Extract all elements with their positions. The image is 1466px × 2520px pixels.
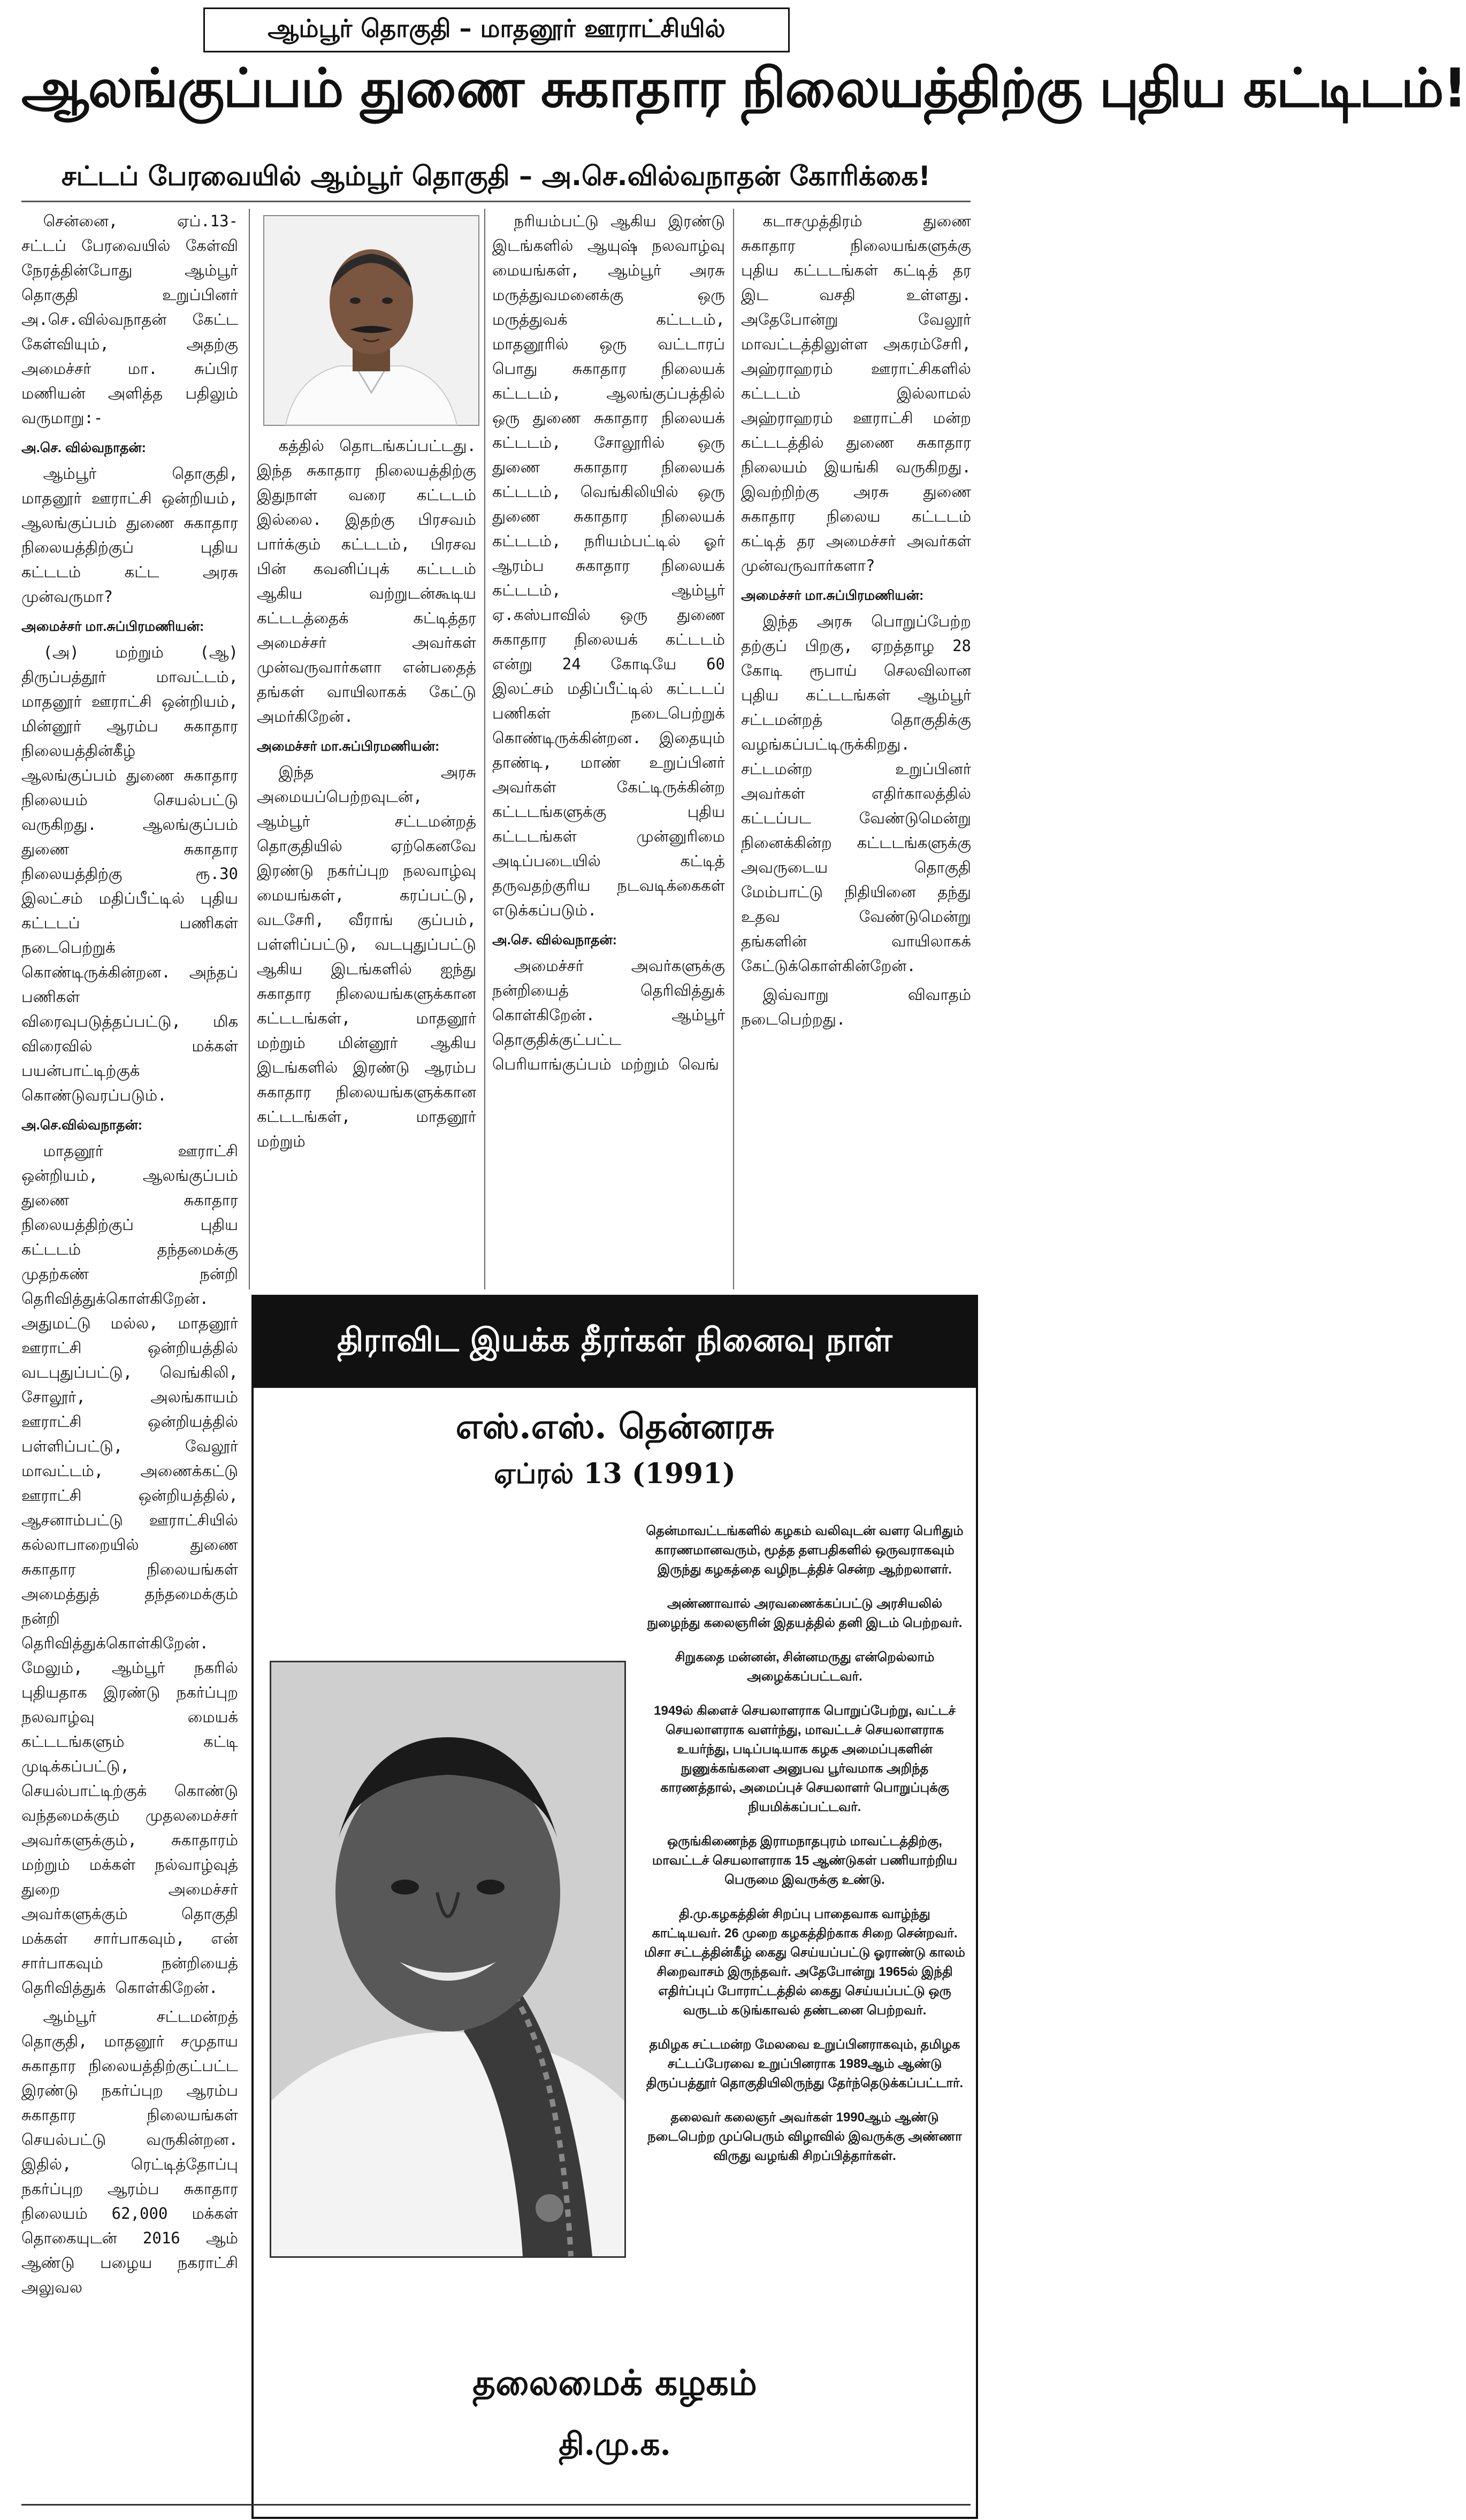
biography-paragraph: ஒருங்கிணைந்த இராமநாதபுரம் மாவட்டத்திற்கு, மாவட்டச் செயலாளராக 15 ஆண்டுகள் பணியாற்றிய பெருமை இவருக்கு உண்டு. — [652, 1834, 958, 1887]
paragraph: இந்த அரசு அமையப்பெற்றவுடன், ஆம்பூர் சட்டமன்றத் தொகுதியில் ஏற்கெனவே இரண்டு நகர்ப்புற நலவாழ்வு மையங்கள், கரப்பட்டு, வடசேரி, வீராங் குப்பம், பள்ளிப்பட்டு, வடபுதுப்பட்டு ஆகிய இடங்களில் ஐந்து சுகாதார நிலையங்களுக்கான கட்டடங்கள், மாதனூர் மற்றும் மின்னூர் ஆகிய இடங்களில் இரண்டு ஆரம்ப சுகாதார நிலையங்களுக்கான கட்டடங்கள், மாதனூர் மற்றும் — [257, 763, 476, 1150]
header-divider — [21, 201, 971, 202]
speaker-label: அமைச்சர் மா.சுப்பிரமணியன்: — [21, 619, 204, 634]
biography-paragraph: தமிழக சட்டமன்ற மேலவை உறுப்பினராகவும், தமிழக சட்டப்பேரவை உறுப்பினராக 1989ஆம் ஆண்டு திருப்பத்தூர் தொகுதியிலிருந்து தேர்ந்தெடுக்கப்பட்டார். — [646, 2037, 964, 2090]
column-divider — [249, 209, 250, 1289]
speaker-label: அமைச்சர் மா.சுப்பிரமணியன்: — [741, 588, 924, 603]
speaker-label: அமைச்சர் மா.சுப்பிரமணியன்: — [257, 739, 440, 754]
memorial-date: ஏப்ரல் 13 (1991) — [494, 1457, 736, 1490]
subheadline: சட்டப் பேரவையில் ஆம்பூர் தொகுதி – அ.செ.வில்வநாதன் கோரிக்கை! — [61, 161, 931, 192]
paragraph: இவ்வாறு விவாதம் நடைபெற்றது. — [741, 986, 971, 1028]
honoree-name: எஸ்.எஸ். தென்னரசு — [455, 1407, 774, 1447]
paragraph: அமைச்சர் அவர்களுக்கு நன்றியைத் தெரிவித்துக் கொள்கிறேன். ஆம்பூர் தொகுதிக்குட்பட்ட பெரியாங்குப்பம் மற்றும் வெங் — [492, 957, 725, 1073]
speaker-label: அ.செ.வில்வநாதன்: — [21, 1118, 143, 1133]
biography-paragraph: தி.மு.கழகத்தின் சிறப்பு பாதைவாக வாழ்ந்து காட்டியவர். 26 முறை கழகத்திற்காக சிறை சென்றவர். மிசா சட்டத்தின்கீழ் கைது செய்யப்பட்டு ஓராண்டு காலம் சிறைவாசம் இருந்தவர். அதேபோன்று 1965ல் இந்தி எதிர்ப்புப் போராட்டத்தில் கைது செய்யப்பட்டு ஒரு வருடம் கடுங்காவல் தண்டனை பெற்றவர். — [644, 1907, 965, 2018]
paragraph: இந்த அரசு பொறுப்பேற்ற தற்குப் பிறகு, ஏறத்தாழ 28 கோடி ரூபாய் செலவிலான புதிய கட்டடங்கள் ஆம்பூர் சட்டமன்றத் தொகுதிக்கு வழங்கப்பட்டிருக்கிறது. சட்டமன்ற உறுப்பினர் அவர்கள் எதிர்காலத்தில் கட்டப்பட வேண்டுமென்று நினைக்கின்ற கட்டடங்களுக்கு அவருடைய தொகுதி மேம்பாட்டு நிதியினை தந்து உதவ வேண்டுமென்று தங்களின் வாயிலாகக் கேட்டுக்கொள்கின்றேன். — [741, 612, 971, 975]
paragraph: (அ) மற்றும் (ஆ) திருப்பத்தூர் மாவட்டம், மாதனூர் ஊராட்சி ஒன்றியம், மின்னூர் ஆரம்ப சுகாதார நிலையத்தின்கீழ் ஆலங்குப்பம் துணை சுகாதார நிலையம் செயல்பட்டு வருகிறது. ஆலங்குப்பம் துணை சுகாதார நிலையத்திற்கு ரூ.30 இலட்சம் மதிப்பீட்டில் புதிய கட்டடப் பணிகள் நடைபெற்றுக் கொண்டிருக்கின்றன. அந்தப் பணிகள் விரைவுபடுத்தப்பட்டு, மிக விரைவில் மக்கள் பயன்பாட்டிற்குக் கொண்டுவரப்படும். — [21, 643, 238, 1104]
speaker-label: அ.செ. வில்வநாதன்: — [492, 933, 617, 948]
biography-paragraph: 1949ல் கிளைச் செயலாளராக பொறுப்பேற்று, வட்டச் செயலாளராக வளர்ந்து, மாவட்டச் செயலாளராக உயர்ந்து, படிப்படியாக கழக அமைப்புகளின் நுணுக்கங்களை அனுபவ பூர்வமாக அறிந்த காரணத்தால், அமைப்புச் செயலாளர் பொறுப்புக்கு நியமிக்கப்பட்டவர். — [654, 1704, 956, 1814]
signature-line-1: தலைமைக் கழகம் — [472, 2362, 757, 2403]
paragraph: கடாசமுத்திரம் துணை சுகாதார நிலையங்களுக்கு புதிய கட்டடங்கள் கட்டித் தர இட வசதி உள்ளது. அதேபோன்று வேலூர் மாவட்டத்திலுள்ள அகரம்சேரி, அஹ்ராஹரம் ஊராட்சிகளில் கட்டடம் இல்லாமல் அஹ்ராஹரம் ஊராட்சி மன்ற கட்டடத்தில் துணை சுகாதார நிலையம் இயங்கி வருகிறது. இவற்றிற்கு அரசு துணை சுகாதார நிலைய கட்டடம் கட்டித் தர அமைச்சர் அவர்கள் முன்வருவார்களா? — [741, 212, 971, 575]
paragraph: கத்தில் தொடங்கப்பட்டது. இந்த சுகாதார நிலையத்திற்கு இதுநாள் வரை கட்டடம் இல்லை. இதற்கு பிரசவம் பார்க்கும் கட்டடம், பிரசவ பின் கவனிப்புக் கட்டடம் ஆகிய வற்றுடன்கூடிய கட்டடத்தைக் கட்டித்தர அமைச்சர் அவர்கள் முன்வருவார்களா என்பதைத் தங்கள் வாயிலாகக் கேட்டு அமர்கிறேன். — [257, 437, 476, 726]
biography-paragraph: அண்ணாவால் அரவணைக்கப்பட்டு அரசியலில் நுழைந்து கலைஞரின் இதயத்தில் தனி இடம் பெற்றவர். — [647, 1597, 963, 1630]
article-column-4 — [741, 209, 971, 1289]
paragraph: நரியம்பட்டு ஆகிய இரண்டு இடங்களில் ஆயுஷ் நலவாழ்வு மையங்கள், ஆம்பூர் அரசு மருத்துவமனைக்கு ஒரு மருத்துவக் கட்டடம், மாதனூரில் ஒரு வட்டாரப் பொது சுகாதார நிலையக் கட்டடம், ஆலங்குப்பத்தில் ஒரு துணை சுகாதார நிலையக் கட்டடம், சோலூரில் ஒரு துணை சுகாதார நிலையக் கட்டடம், வெங்கிலியில் ஒரு துணை சுகாதார நிலையக் கட்டடம், நரியம்பட்டில் ஓர் ஆரம்ப சுகாதார நிலையக் கட்டடம், ஆம்பூர் ஏ.கஸ்பாவில் ஒரு துணை சுகாதார நிலையக் கட்டடம் என்று 24 கோடியே 60 இலட்சம் மதிப்பீட்டில் கட்டடப் பணிகள் நடைபெற்றுக் கொண்டிருக்கின்றன. இதையும் தாண்டி, மாண் உறுப்பினர் அவர்கள் கேட்டிருக்கின்ற கட்டடங்களுக்கு புதிய கட்டடங்கள் முன்னுரிமை அடிப்படையில் கட்டித் தருவதற்குரிய நடவடிக்கைகள் எடுக்கப்படும். — [492, 212, 725, 919]
speaker-label: அ.செ. வில்வநாதன்: — [21, 440, 146, 455]
memorial-banner: திராவிட இயக்க தீரர்கள் நினைவு நாள் — [254, 1297, 976, 1388]
article-column-1 — [21, 209, 238, 2499]
paragraph: ஆம்பூர் தொகுதி, மாதனூர் ஊராட்சி ஒன்றியம், ஆலங்குப்பம் துணை சுகாதார நிலையத்திற்குப் புதிய கட்டடம் கட்ட அரசு முன்வருமா? — [21, 464, 238, 606]
column-divider — [484, 209, 485, 1289]
biography-paragraph: தென்மாவட்டங்களில் கழகம் வலிவுடன் வளர பெரிதும் காரணமானவரும், மூத்த தளபதிகளில் ஒருவராகவும் இருந்து கழகத்தை வழிநடத்திச் சென்ற ஆற்றலாளர். — [646, 1524, 964, 1577]
memorial-notice-box — [251, 1295, 978, 2519]
biography-paragraph: சிறுகதை மன்னன், சின்னமருது என்றெல்லாம் அழைக்கப்பட்டவர். — [675, 1650, 935, 1684]
article-column-2 — [257, 433, 476, 1289]
column-divider — [733, 209, 734, 1289]
paragraph: மாதனூர் ஊராட்சி ஒன்றியம், ஆலங்குப்பம் துணை சுகாதார நிலையத்திற்குப் புதிய கட்டடம் தந்தமைக்கு முதற்கண் நன்றி தெரிவித்துக்கொள்கிறேன். அதுமட்டு மல்ல, மாதனூர் ஊராட்சி ஒன்றியத்தில் வடபுதுப்பட்டு, வெங்கிலி, சோலூர், அலங்காயம் ஊராட்சி ஒன்றியத்தில் பள்ளிப்பட்டு, வேலூர் மாவட்டம், அணைக்கட்டு ஊராட்சி ஒன்றியத்தில், ஆசனாம்பட்டு ஊராட்சியில் கல்லாபாறையில் துணை சுகாதார நிலையங்கள் அமைத்துத் தந்தமைக்கும் நன்றி தெரிவித்துக்கொள்கிறேன். மேலும், ஆம்பூர் நகரில் புதியதாக இரண்டு நகர்ப்புற நலவாழ்வு மையக் கட்டடங்களும் கட்டி முடிக்கப்பட்டு, செயல்பாட்டிற்குக் கொண்டு வந்தமைக்கும் முதலமைச்சர் அவர்களுக்கும், சுகாதாரம் மற்றும் மக்கள் நல்வாழ்வுத் துறை அமைச்சர் அவர்களுக்கும் தொகுதி மக்கள் சார்பாகவும், என் சார்பாகவும் நன்றியைத் தெரிவித்துக் கொள்கிறேன். — [21, 1142, 238, 1997]
biography-paragraph: தலைவர் கலைஞர் அவர்கள் 1990ஆம் ஆண்டு நடைபெற்ற முப்பெரும் விழாவில் இவருக்கு அண்ணா விருது வழங்கி சிறப்பித்தார்கள். — [647, 2110, 962, 2163]
kicker-label: ஆம்பூர் தொகுதி – மாதனூர் ஊராட்சியில் — [203, 7, 790, 52]
headline: ஆலங்குப்பம் துணை சுகாதார நிலையத்திற்கு புதிய கட்டிடம்! — [21, 57, 1466, 119]
paragraph: ஆம்பூர் சட்டமன்றத் தொகுதி, மாதனூர் சமுதாய சுகாதார நிலையத்திற்குட்பட்ட இரண்டு நகர்ப்புற ஆரம்ப சுகாதார நிலையங்கள் செயல்பட்டு வருகின்றன. இதில், ரெட்டித்தோப்பு நகர்ப்புற ஆரம்ப சுகாதார நிலையம் 62,000 மக்கள் தொகையுடன் 2016 ஆம் ஆண்டு பழைய நகராட்சி அலுவல — [21, 2007, 238, 2296]
footer-divider — [21, 2504, 971, 2506]
signature-line-2: தி.மு.க. — [559, 2426, 671, 2462]
honoree-biography — [644, 1522, 965, 2181]
article-column-3 — [492, 209, 725, 1289]
honoree-portrait-photo — [270, 1661, 626, 2258]
paragraph: சென்னை, ஏப்.13- சட்டப் பேரவையில் கேள்வி நேரத்தின்போது ஆம்பூர் தொகுதி உறுப்பினர் அ.செ.வில்வநாதன் கேட்ட கேள்வியும், அதற்கு அமைச்சர் மா. சுப்பிர மணியன் அளித்த பதிலும் வருமாறு:- — [21, 212, 238, 427]
mla-portrait-photo — [263, 215, 479, 426]
